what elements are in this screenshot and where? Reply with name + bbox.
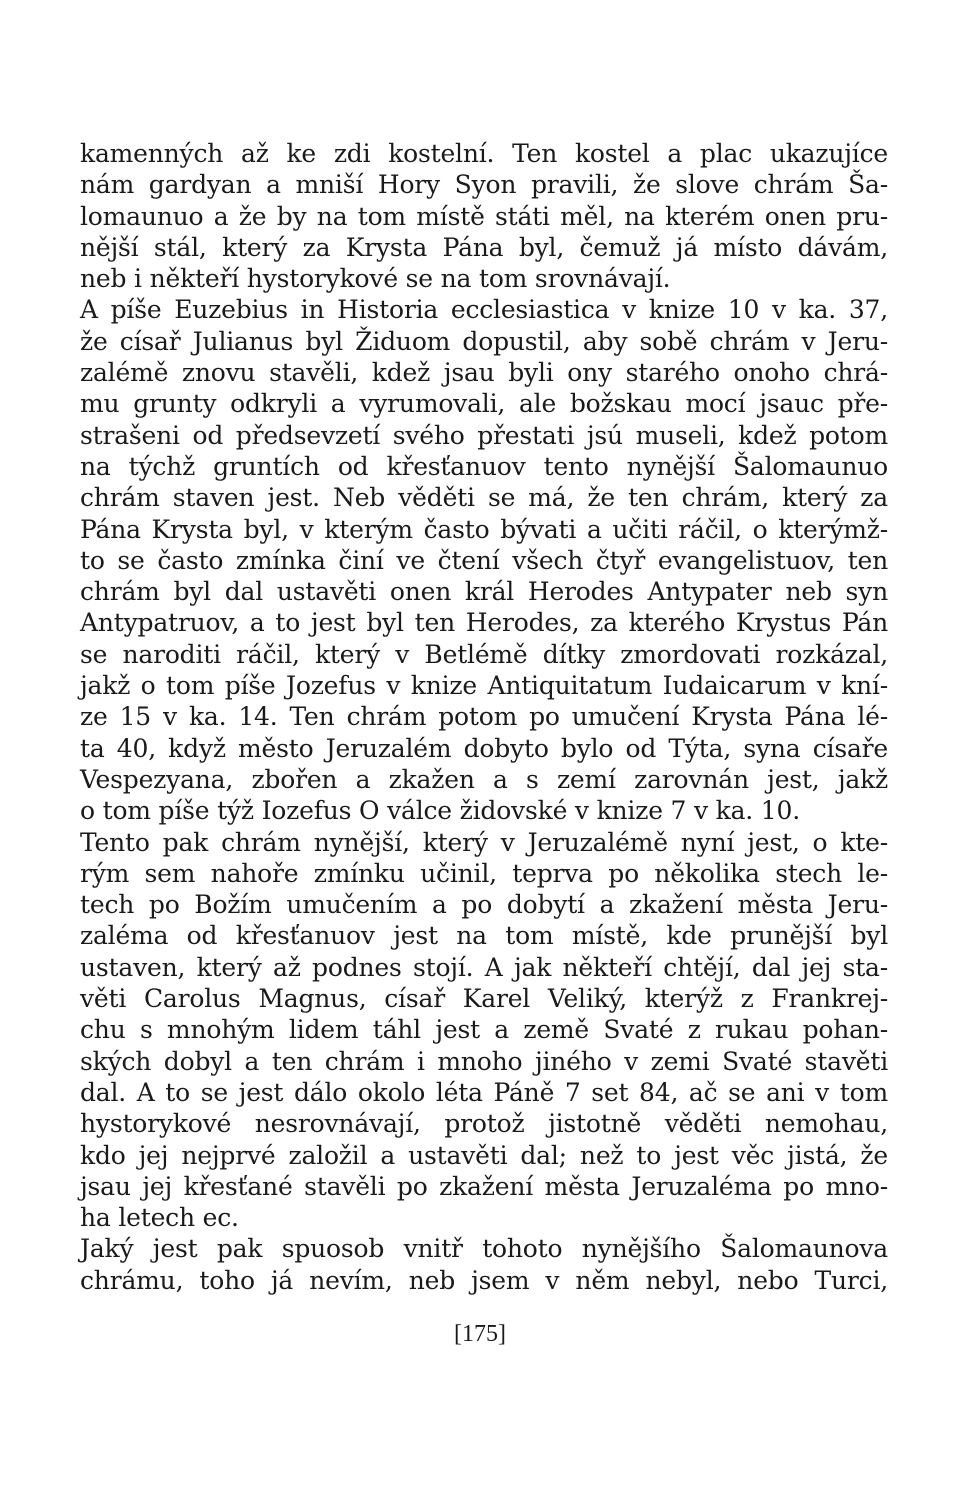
text-line: kdo jej nejprvé založil a ustavěti dal; než to jest věc jistá, že	[80, 1140, 888, 1170]
text-line: ských dobyl a ten chrám i mnoho jiného v zemi Svaté stavěti	[80, 1046, 888, 1076]
paragraph-3	[80, 827, 888, 1234]
text-line: A píše Euzebius in Historia ecclesiastica v knize 10 v ka. 37,	[80, 295, 888, 325]
text-line: strašeni od předsevzetí svého přestati jsú museli, kdež potom	[80, 420, 888, 450]
text-line: neb i někteří hystorykové se na tom srovnávají.	[80, 264, 671, 294]
text-line: tech po Božím umučením a po dobytí a zkažení města Jeru-	[80, 890, 888, 920]
paragraph-1	[80, 138, 888, 294]
text-line: se naroditi ráčil, který v Betlémě dítky zmordovati rozkázal,	[80, 639, 888, 669]
text-line: jsau jej křesťané stavěli po zkažení města Jeruzaléma po mno-	[80, 1171, 888, 1201]
text-line: zaléma od křesťanuov jest na tom místě, kde prunější byl	[80, 921, 888, 951]
text-line: věti Carolus Magnus, císař Karel Veliký, kterýž z Frankrej-	[80, 984, 888, 1014]
text-line: ta 40, když město Jeruzalém dobyto bylo od Týta, syna císaře	[80, 733, 888, 763]
page-number: [175]	[454, 1321, 506, 1347]
text-line: nám gardyan a mniší Hory Syon pravili, že slove chrám Ša-	[80, 170, 888, 200]
text-line: rým sem nahoře zmínku učinil, teprva po několika stech le-	[80, 858, 888, 888]
text-line: zalémě znovu stavěli, kdež jsau byli ony starého onoho chrá-	[80, 358, 888, 388]
text-line: hystorykové nesrovnávají, protož jistotně věděti nemohau,	[80, 1109, 888, 1139]
text-line: na týchž gruntích od křesťanuov tento nynější Šalomaunuo	[80, 451, 888, 481]
text-line: to se často zmínka činí ve čtení všech čtyř evangelistuov, ten	[80, 545, 888, 575]
text-line: Pána Krysta byl, v kterým často bývati a učiti ráčil, o kterýmž-	[80, 514, 888, 544]
text-line: o tom píše týž Iozefus O válce židovské v knize 7 v ka. 10.	[80, 796, 800, 826]
text-line: Tento pak chrám nynější, který v Jeruzalémě nyní jest, o kte-	[80, 827, 888, 857]
text-line: jakž o tom píše Jozefus v knize Antiquitatum Iudaicarum v kní-	[80, 671, 888, 701]
text-line: lomaunuo a že by na tom místě státi měl, na kterém onen pru-	[80, 201, 888, 231]
paragraph-2	[80, 294, 888, 826]
text-line: že císař Julianus byl Židuom dopustil, aby sobě chrám v Jeru-	[80, 326, 888, 356]
paragraph-4	[80, 1233, 888, 1296]
text-line: kamenných až ke zdi kostelní. Ten kostel a plac ukazujíce	[80, 139, 888, 168]
text-line: mu grunty odkryli a vyrumovali, ale božskau mocí jsauc pře-	[80, 389, 888, 419]
text-line: dal. A to se jest dálo okolo léta Páně 7 set 84, ač se ani v tom	[80, 1077, 888, 1107]
text-line: Jaký jest pak spuosob vnitř tohoto nynějšího Šalomaunova	[80, 1234, 888, 1264]
text-line: chrám staven jest. Neb věděti se má, že ten chrám, který za	[80, 483, 888, 513]
text-line: chrám byl dal ustavěti onen král Herodes Antypater neb syn	[80, 577, 888, 607]
text-line: chu s mnohým lidem táhl jest a země Svaté z rukau pohan-	[80, 1015, 888, 1045]
text-line: ze 15 v ka. 14. Ten chrám potom po umučení Krysta Pána lé-	[80, 702, 888, 732]
text-line: nější stál, který za Krysta Pána byl, čemuž já místo dávám,	[80, 232, 888, 262]
text-line: ha letech ec.	[80, 1203, 239, 1233]
page-text	[80, 138, 888, 1296]
text-line: Vespezyana, zbořen a zkažen a s zemí zarovnán jest, jakž	[80, 764, 888, 794]
text-line: ustaven, který až podnes stojí. A jak někteří chtějí, dal jej sta-	[80, 952, 888, 982]
text-line: Antypatruov, a to jest byl ten Herodes, za kterého Krystus Pán	[80, 608, 888, 638]
text-line: chrámu, toho já nevím, neb jsem v něm nebyl, nebo Turci,	[80, 1265, 888, 1295]
